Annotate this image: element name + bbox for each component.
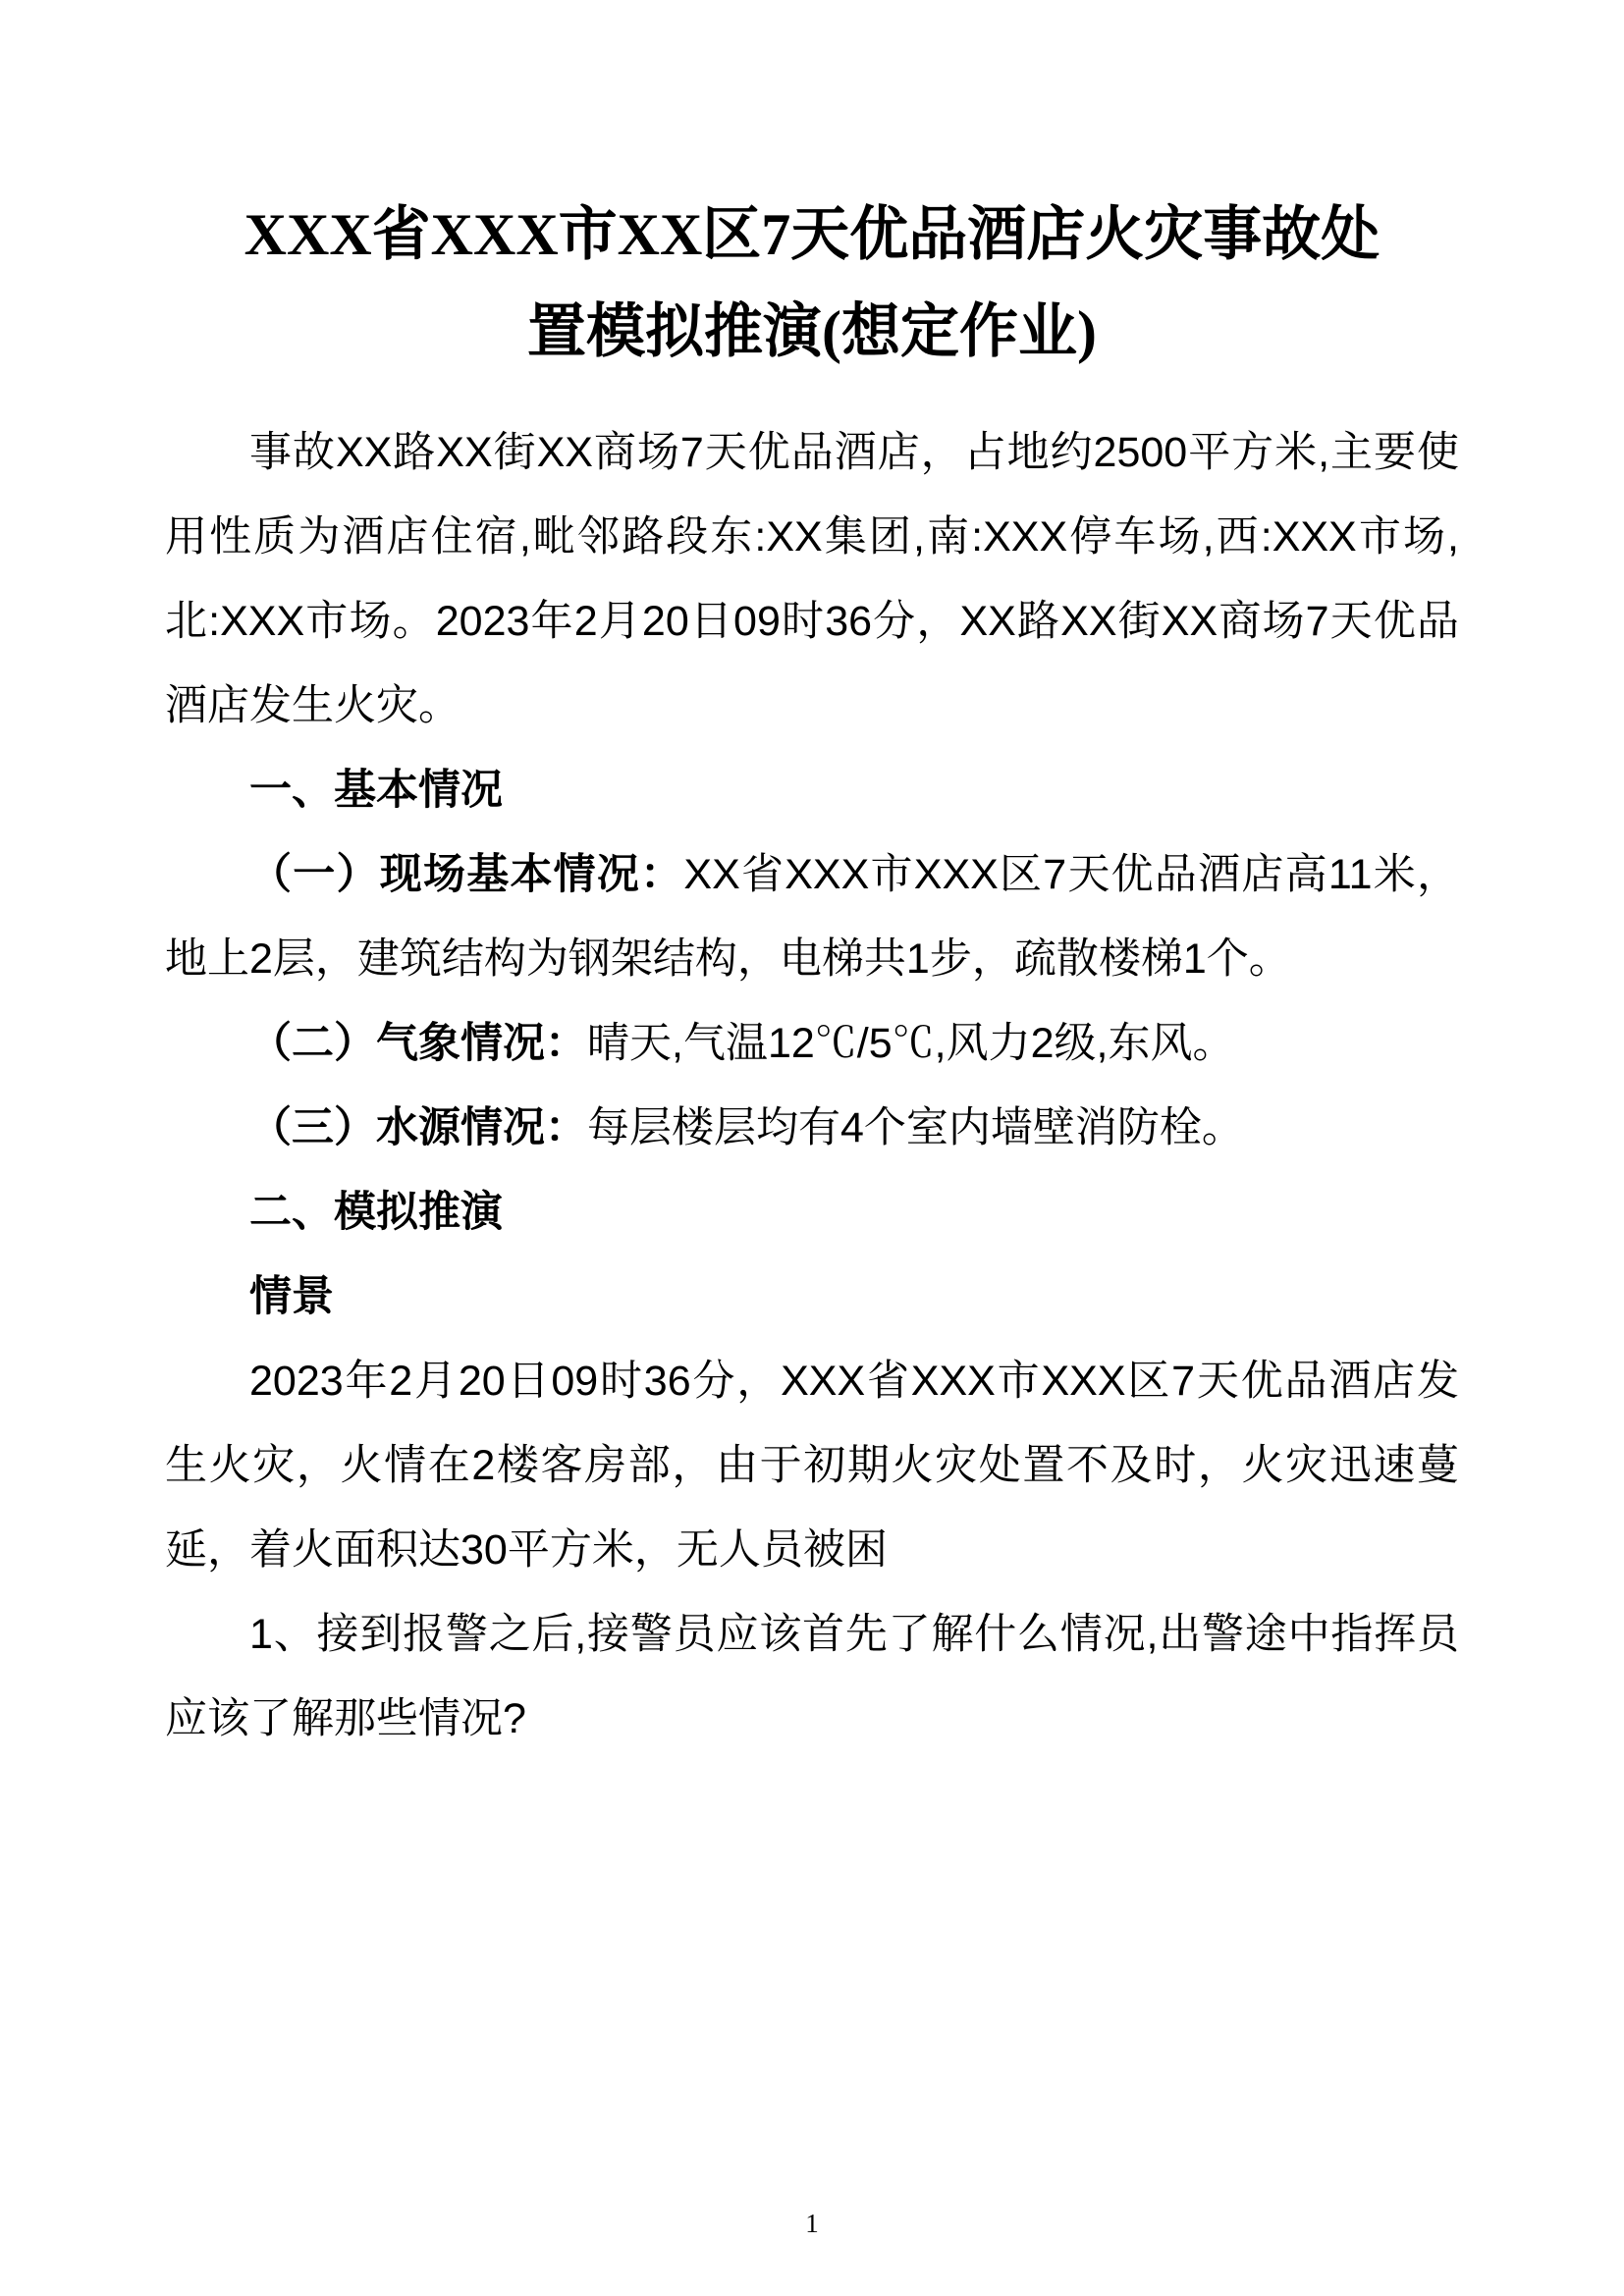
paragraph-scenario-description: 2023年2月20日09时36分，XXX省XXX市XXX区7天优品酒店发生火灾，火情在2楼客房部，由于初期火灾处置不及时，火灾迅速蔓延，着火面积达30平方米，无人员被困 — [165, 1358, 1459, 1574]
paragraph-label-weather: （二）气象情况： — [249, 1020, 587, 1067]
paragraph-text-water: 每层楼层均有4个室内墙壁消防栓。 — [587, 1104, 1244, 1151]
page-number: 1 — [805, 2209, 819, 2238]
paragraph-text-site: XX省XXX市XXX区7天优品酒店高11米，地上2层，建筑结构为钢架结构，电梯共1步，疏散楼梯1个。 — [165, 851, 1460, 983]
document-title: XXX省XXX市XX区7天优品酒店火灾事故处置模拟推演(想定作业) — [244, 202, 1380, 364]
paragraph-label-site: （一）现场基本情况： — [249, 851, 684, 898]
paragraph-site-situation — [165, 832, 1459, 1001]
paragraph-label-water: （三）水源情况： — [249, 1104, 587, 1151]
paragraph-question-1: 1、接到报警之后,接警员应该首先了解什么情况,出警途中指挥员应该了解那些情况? — [165, 1611, 1459, 1742]
section-heading-scenario: 情景 — [249, 1273, 334, 1320]
section-heading-basic-situation: 一、基本情况 — [249, 767, 503, 814]
paragraph-weather-situation — [165, 1001, 1459, 1086]
paragraph-text-weather: 晴天,气温12℃/5℃,风力2级,东风。 — [587, 1020, 1235, 1067]
paragraph-water-situation — [165, 1086, 1459, 1170]
section-heading-simulation: 二、模拟推演 — [249, 1189, 503, 1236]
document-body — [165, 410, 1459, 1761]
paragraph-incident-overview: 事故XX路XX街XX商场7天优品酒店，占地约2500平方米,主要使用性质为酒店住宿,毗邻路段东:XX集团,南:XXX停车场,西:XXX市场,北:XXX市场。2023年2月20日09时36分，XX路XX街XX商场7天优品酒店发生火灾。 — [165, 429, 1459, 729]
